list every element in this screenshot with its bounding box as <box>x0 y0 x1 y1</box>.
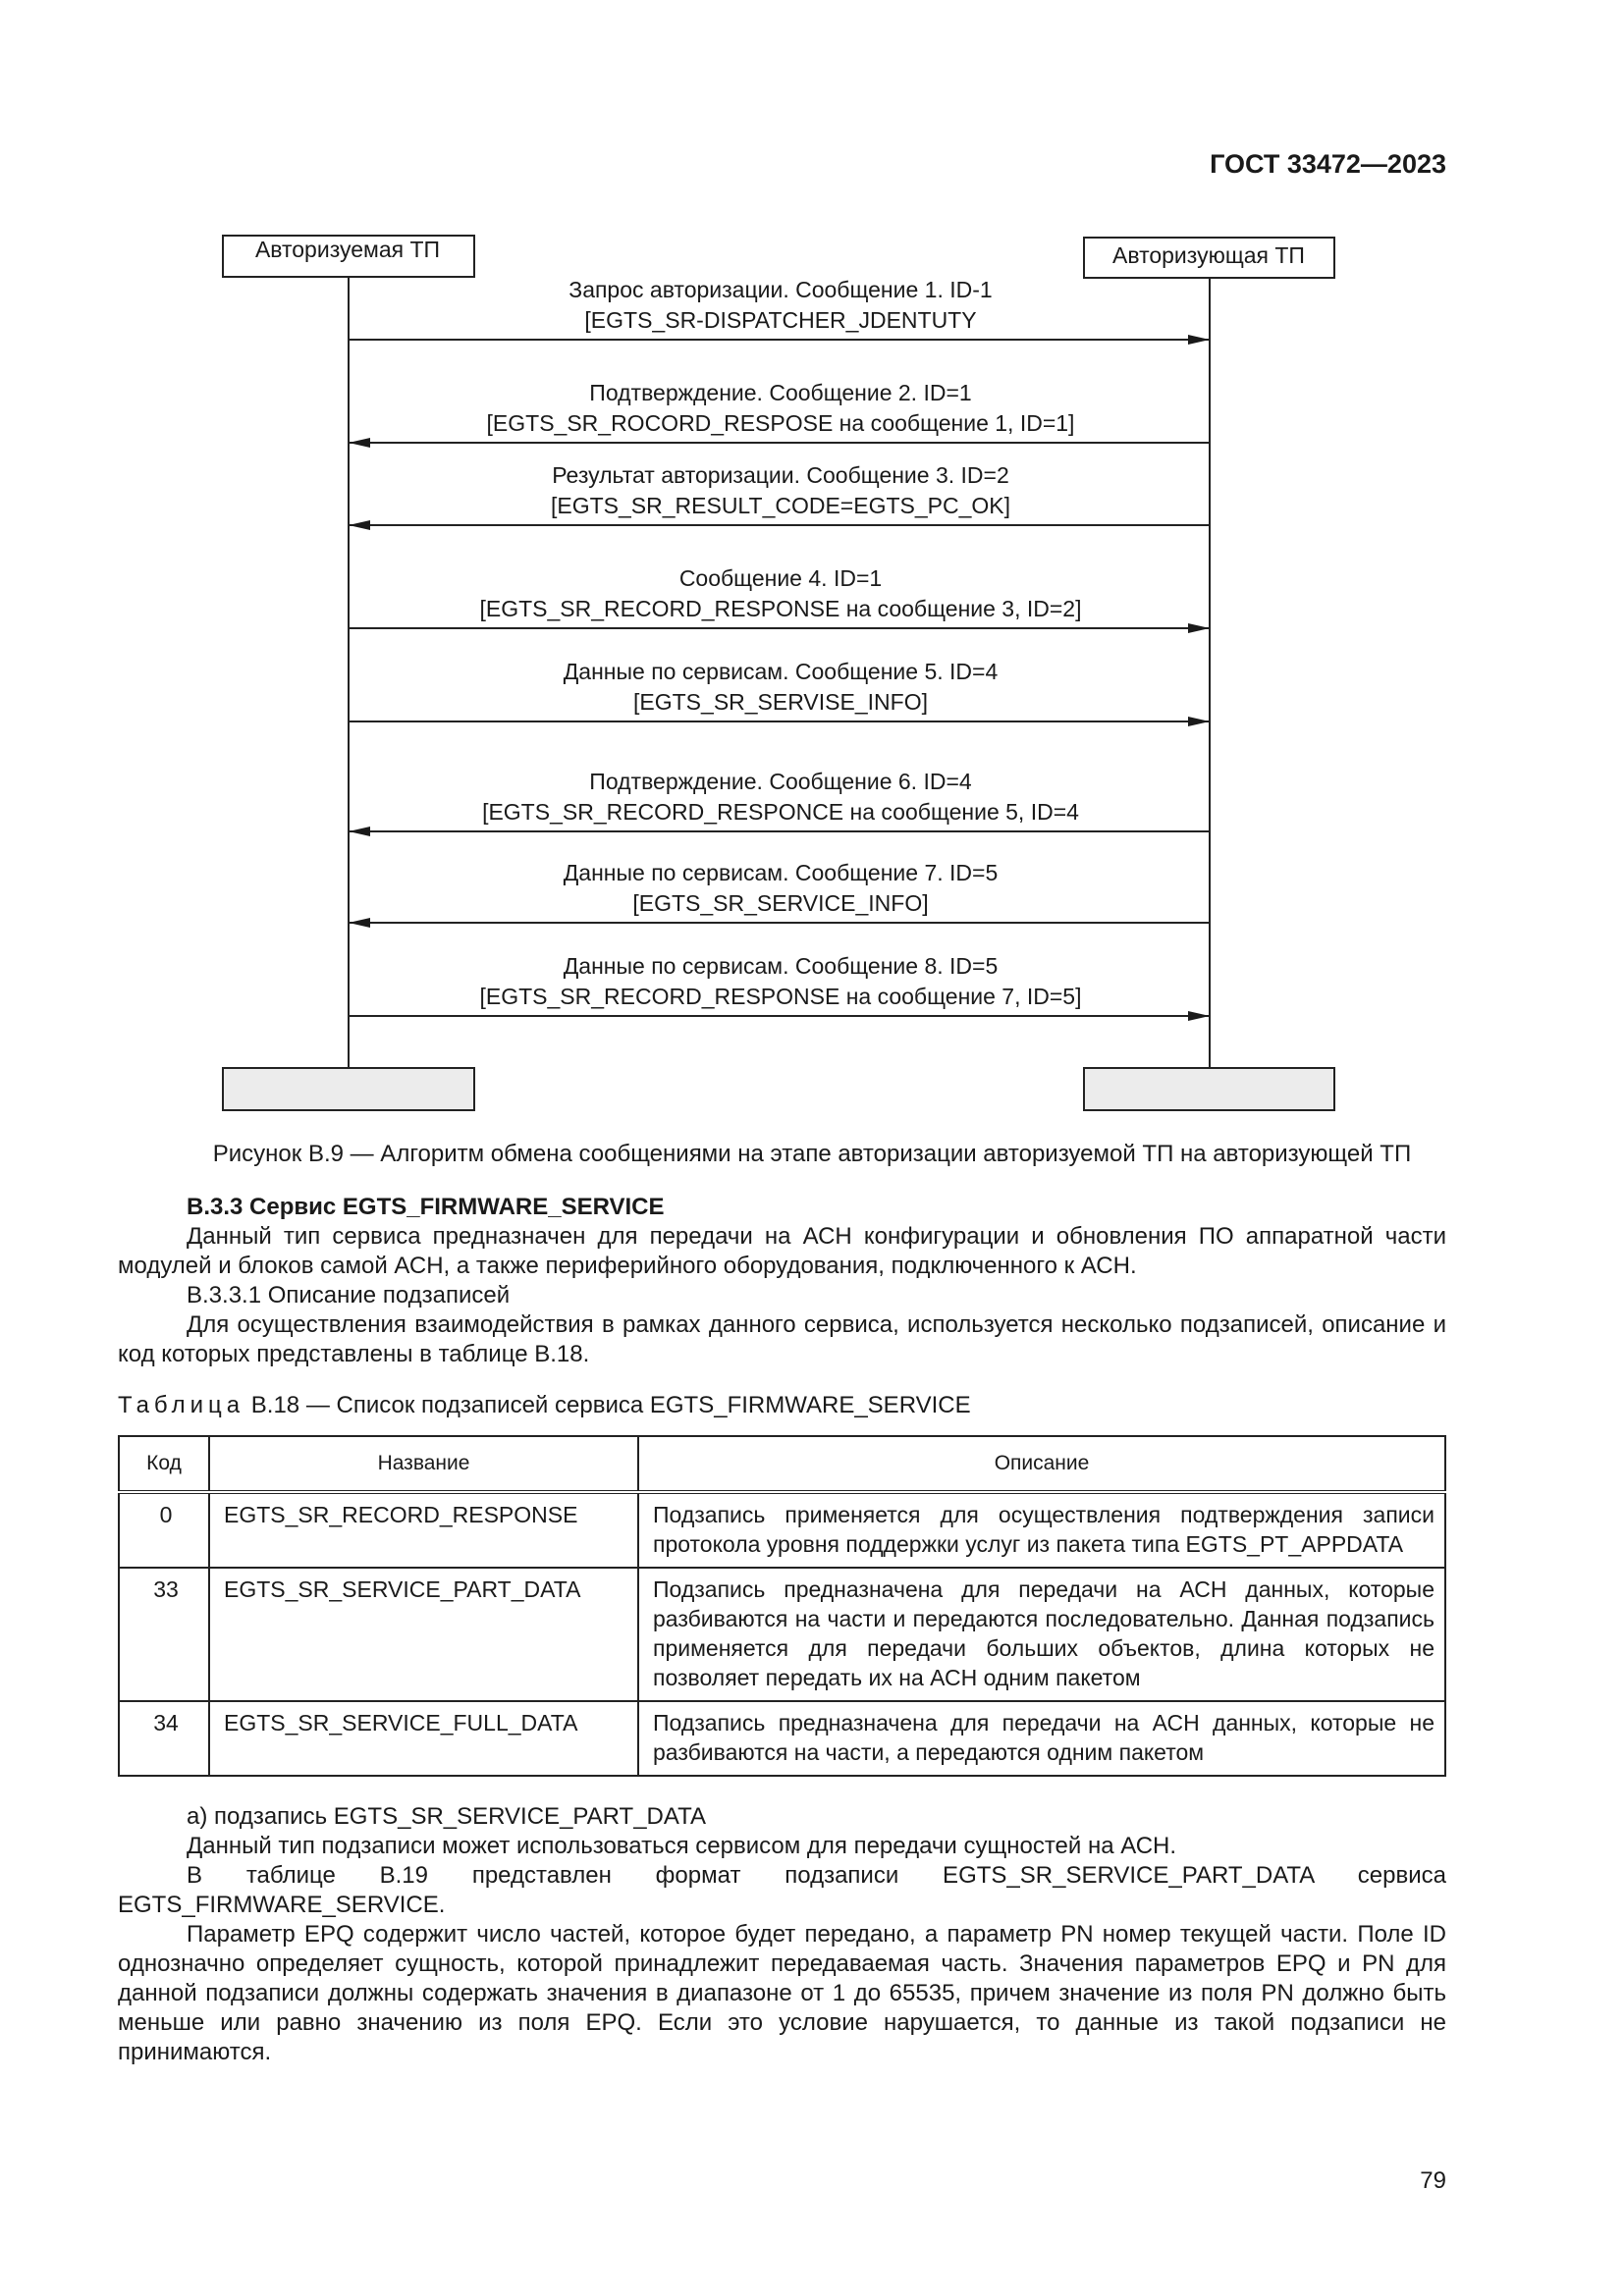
section-title: В.3.3 Сервис EGTS_FIRMWARE_SERVICE <box>187 1194 665 1220</box>
actor-right-label: Авторизующая ТП <box>1112 242 1305 268</box>
message-payload: [EGTS_SR_SERVICE_INFO] <box>632 890 929 916</box>
message-payload: [EGTS_SR_RECORD_RESPONSE на сообщение 3, ID=2] <box>479 596 1082 621</box>
message-label <box>353 460 1208 521</box>
subsection-text: Для осуществления взаимодействия в рамках данного сервиса, используется несколько подзаписей, описание и код которых представлены в таблице В.18. <box>118 1311 1446 1367</box>
paragraph-3: Параметр EPQ содержит число частей, которое будет передано, а параметр PN номер текущей части. Поле ID однозначно определяет сущность, которой принадлежит передаваемая часть. Значения параметров EPQ и PN для данной подзаписи должны содержать значения в диапазоне от 1 до 65535, причем значение из поля PN должно быть меньше или равно значению из поля EPQ. Если это условие нарушается, то данные из такой подзаписи не принимаются. <box>118 1921 1446 2065</box>
message-payload: [EGTS_SR_SERVISE_INFO] <box>633 689 928 715</box>
column-header-code: Код <box>119 1436 209 1492</box>
table-row <box>119 1568 1445 1701</box>
standard-code: ГОСТ 33472—2023 <box>1210 149 1446 179</box>
message-payload: [EGTS_SR_RESULT_CODE=EGTS_PC_OK] <box>550 493 1011 518</box>
sequence-diagram <box>0 0 1624 1129</box>
table-caption-prefix: Таблица <box>118 1392 245 1418</box>
paragraph-1: Данный тип подзаписи может использоваться сервисом для передачи сущностей на АСН. <box>187 1833 1177 1859</box>
message-title: Запрос авторизации. Сообщение 1. ID-1 <box>568 277 993 302</box>
cell-code: 34 <box>119 1701 209 1776</box>
table-caption <box>118 1392 971 1419</box>
paragraph-2: В таблице В.19 представлен формат подзаписи EGTS_SR_SERVICE_PART_DATA сервиса EGTS_FIRMWARE_SERVICE. <box>118 1862 1446 1918</box>
message-label <box>353 951 1208 1012</box>
message-label <box>353 378 1208 439</box>
actor-left-end-box <box>223 1068 474 1110</box>
column-header-description: Описание <box>638 1436 1445 1492</box>
cell-name: EGTS_SR_RECORD_RESPONSE <box>209 1492 638 1568</box>
message-payload: [EGTS_SR_ROCORD_RESPOSE на сообщение 1, ID=1] <box>486 410 1075 436</box>
subrecords-table <box>118 1435 1446 1777</box>
table-row <box>119 1701 1445 1776</box>
message-title: Данные по сервисам. Сообщение 7. ID=5 <box>563 860 999 885</box>
actor-right-end-box <box>1084 1068 1334 1110</box>
message-label <box>353 767 1208 828</box>
cell-name: EGTS_SR_SERVICE_FULL_DATA <box>209 1701 638 1776</box>
after-table-text <box>118 1802 1446 2067</box>
message-payload: [EGTS_SR-DISPATCHER_JDENTUTY <box>584 307 977 333</box>
cell-name: EGTS_SR_SERVICE_PART_DATA <box>209 1568 638 1701</box>
message-payload: [EGTS_SR_RECORD_RESPONCE на сообщение 5, ID=4 <box>482 799 1079 825</box>
figure-caption: Рисунок В.9 — Алгоритм обмена сообщениями на этапе авторизации авторизуемой ТП на авторизующей ТП <box>212 1141 1412 1167</box>
message-title: Результат авторизации. Сообщение 3. ID=2 <box>552 462 1009 488</box>
actor-left-label: Авторизуемая ТП <box>254 237 441 262</box>
cell-description: Подзапись предназначена для передачи на АСН данных, которые разбиваются на части и передаются последовательно. Данная подзапись применяется для передачи больших объектов, длина которых не позволяет передать их на АСН одним пакетом <box>638 1568 1445 1701</box>
cell-code: 0 <box>119 1492 209 1568</box>
item-a: а) подзапись EGTS_SR_SERVICE_PART_DATA <box>187 1803 706 1830</box>
column-header-name: Название <box>209 1436 638 1492</box>
section-intro: Данный тип сервиса предназначен для передачи на АСН конфигурации и обновления ПО аппаратной части модулей и блоков самой АСН, а также периферийного оборудования, подключенного к АСН. <box>118 1223 1446 1279</box>
message-title: Подтверждение. Сообщение 6. ID=4 <box>589 769 972 794</box>
table-row <box>119 1492 1445 1568</box>
message-title: Сообщение 4. ID=1 <box>678 565 883 591</box>
cell-code: 33 <box>119 1568 209 1701</box>
message-label <box>353 657 1208 718</box>
cell-description: Подзапись применяется для осуществления подтверждения записи протокола уровня поддержки услуг из пакета типа EGTS_PT_APPDATA <box>638 1492 1445 1568</box>
section-body <box>118 1193 1446 1369</box>
message-label <box>353 858 1208 919</box>
table-caption-text: В.18 — Список подзаписей сервиса EGTS_FIRMWARE_SERVICE <box>250 1392 971 1418</box>
cell-description: Подзапись предназначена для передачи на АСН данных, которые не разбиваются на части, а передаются одним пакетом <box>638 1701 1445 1776</box>
message-label <box>353 563 1208 624</box>
message-payload: [EGTS_SR_RECORD_RESPONSE на сообщение 7, ID=5] <box>479 984 1082 1009</box>
page-number: 79 <box>1420 2167 1446 2194</box>
message-label <box>353 275 1208 336</box>
message-title: Данные по сервисам. Сообщение 5. ID=4 <box>563 659 999 684</box>
table-header-row <box>119 1436 1445 1492</box>
subsection-title: В.3.3.1 Описание подзаписей <box>187 1282 511 1308</box>
message-title: Подтверждение. Сообщение 2. ID=1 <box>589 380 972 405</box>
message-title: Данные по сервисам. Сообщение 8. ID=5 <box>563 953 999 979</box>
